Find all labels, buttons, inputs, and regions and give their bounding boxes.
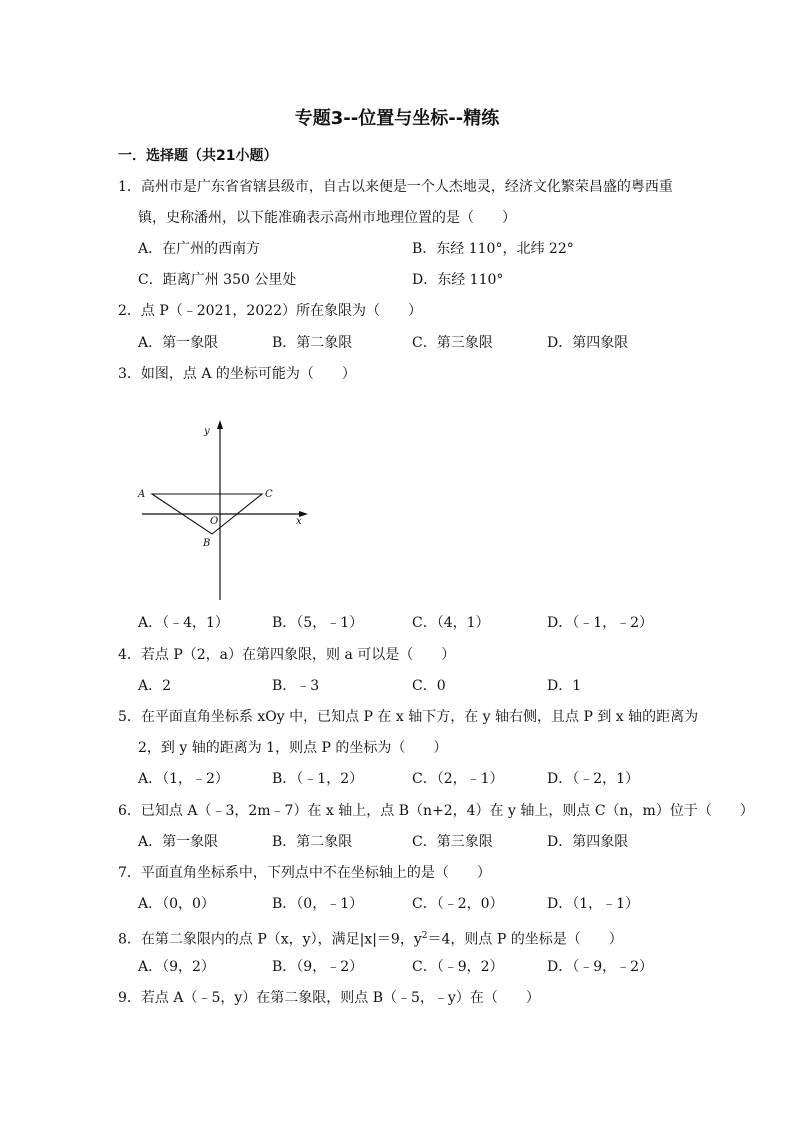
y-axis-label: y xyxy=(204,426,210,437)
q6-option-d: D．第四象限 xyxy=(547,834,629,850)
q5-option-c: C．（2，﹣1） xyxy=(412,771,504,787)
q6-option-c: C．第三象限 xyxy=(412,834,493,850)
section-heading: 一．选择题（共21小题） xyxy=(118,148,278,164)
q3-option-d: D．（﹣1，﹣2） xyxy=(547,615,654,631)
q8-option-d: D．（﹣9，﹣2） xyxy=(547,959,654,975)
q1-option-d: D．东经 110° xyxy=(412,272,504,288)
q4-option-b: B．﹣3 xyxy=(272,678,320,694)
q8-option-a: A．（9，2） xyxy=(138,959,215,975)
coordinate-figure xyxy=(134,418,324,608)
q8-stem xyxy=(118,927,623,949)
q3-stem: 3．如图，点 A 的坐标可能为（ ） xyxy=(118,366,356,382)
q4-stem: 4．若点 P（2，a）在第四象限，则 a 可以是（ ） xyxy=(118,647,456,663)
q7-option-c: C．（﹣2，0） xyxy=(412,896,504,912)
q1-option-b: B．东经 110°，北纬 22° xyxy=(412,241,574,257)
q4-option-d: D．1 xyxy=(547,678,582,694)
q3-option-a: A．（﹣4，1） xyxy=(138,615,229,631)
q6-option-a: A．第一象限 xyxy=(138,834,219,850)
q1-stem-line1: 1．高州市是广东省省辖县级市，自古以来便是一个人杰地灵，经济文化繁荣昌盛的粤西重 xyxy=(118,179,673,195)
q7-option-b: B．（0，﹣1） xyxy=(272,896,364,912)
q6-option-b: B．第二象限 xyxy=(272,834,353,850)
q7-option-a: A．（0，0） xyxy=(138,896,215,912)
q5-stem-line2: 2，到 y 轴的距离为 1，则点 P 的坐标为（ ） xyxy=(138,740,448,756)
q1-option-a: A．在广州的西南方 xyxy=(138,241,261,257)
q3-option-c: C．（4，1） xyxy=(412,615,490,631)
q5-option-b: B．（﹣1，2） xyxy=(272,771,364,787)
q8-superscript: 2 xyxy=(421,931,428,941)
q5-stem-line1: 5．在平面直角坐标系 xOy 中，已知点 P 在 x 轴下方，在 y 轴右侧，且点 P 到 x 轴的距离为 xyxy=(118,709,699,725)
q4-option-a: A．2 xyxy=(138,678,172,694)
q5-option-d: D．（﹣2，1） xyxy=(547,771,640,787)
point-c-label: C xyxy=(265,489,273,500)
q2-option-c: C．第三象限 xyxy=(412,335,493,351)
origin-label: O xyxy=(210,516,219,527)
q5-option-a: A．（1，﹣2） xyxy=(138,771,229,787)
q1-stem-line2: 镇，史称潘州，以下能准确表示高州市地理位置的是（ ） xyxy=(138,210,516,226)
q2-option-d: D．第四象限 xyxy=(547,335,629,351)
q8-option-b: B．（9，﹣2） xyxy=(272,959,364,975)
q2-option-b: B．第二象限 xyxy=(272,335,353,351)
q3-option-b: B．（5，﹣1） xyxy=(272,615,364,631)
q8-stem-part1: 8．在第二象限内的点 P（x，y），满足|x|＝9，y xyxy=(118,931,422,948)
q7-stem: 7．平面直角坐标系中，下列点中不在坐标轴上的是（ ） xyxy=(118,865,491,881)
point-b-label: B xyxy=(203,538,211,549)
q6-stem: 6．已知点 A（﹣3，2m﹣7）在 x 轴上，点 B（n+2，4）在 y 轴上，则点 C（n，m）位于（ ） xyxy=(118,803,754,819)
point-a-label: A xyxy=(138,489,146,500)
q2-option-a: A．第一象限 xyxy=(138,335,219,351)
q8-stem-part2: ＝4，则点 P 的坐标是（ ） xyxy=(427,931,623,948)
q4-option-c: C．0 xyxy=(412,678,446,694)
q8-option-c: C．（﹣9，2） xyxy=(412,959,504,975)
q9-stem: 9．若点 A（﹣5，y）在第二象限，则点 B（﹣5，﹣y）在（ ） xyxy=(118,990,540,1006)
q7-option-d: D．（1，﹣1） xyxy=(547,896,640,912)
q1-option-c: C．距离广州 350 公里处 xyxy=(138,272,297,288)
q2-stem: 2．点 P（﹣2021，2022）所在象限为（ ） xyxy=(118,303,423,319)
x-axis-label: x xyxy=(296,516,302,527)
page-title: 专题3--位置与坐标--精练 xyxy=(294,108,500,129)
y-axis-arrow xyxy=(217,420,223,429)
